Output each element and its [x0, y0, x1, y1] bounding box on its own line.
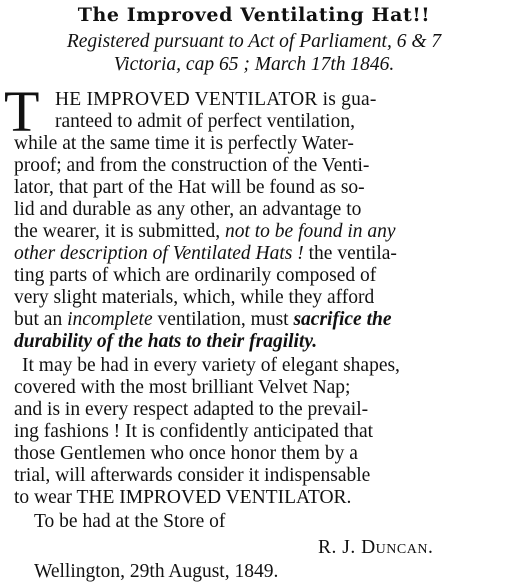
body-line — [14, 309, 391, 331]
body-line: while at the same time it is perfectly Water- — [14, 133, 354, 154]
ad-title: The Improved Ventilating Hat!! — [77, 4, 431, 26]
body-line: durability of the hats to their fragility. — [14, 331, 318, 352]
body-line: proof; and from the construction of the Venti- — [14, 155, 370, 176]
body-line: It may be had in every variety of elegant shapes, — [22, 355, 400, 376]
emphasis-text: other description of Ventilated Hats ! — [14, 243, 304, 264]
body-line: ing fashions ! It is confidently anticipated that — [14, 421, 374, 442]
body-text: the wearer, it is submitted, — [14, 221, 225, 242]
registration-line-1: Registered pursuant to Act of Parliament, 6 & 7 — [66, 31, 442, 52]
emphasis-text: incomplete — [67, 309, 153, 330]
body-line: those Gentlemen who once honor them by a — [14, 443, 358, 464]
body-line: covered with the most brilliant Velvet Nap; — [14, 377, 351, 398]
body-line — [14, 243, 397, 265]
body-line — [14, 221, 396, 243]
emphasis-text: not to be found in any — [224, 221, 396, 242]
dateline: Wellington, 29th August, 1849. — [34, 561, 279, 582]
body-line: very slight materials, which, while they afford — [14, 287, 375, 308]
registration-line-2: Victoria, cap 65 ; March 17th 1846. — [113, 54, 395, 75]
body-line: and is in every respect adapted to the prevail- — [14, 399, 369, 420]
body-text: but an — [14, 309, 68, 330]
body-line: HE IMPROVED VENTILATOR is gua- — [55, 89, 377, 110]
store-line: To be had at the Store of — [34, 511, 226, 532]
body-line: ting parts of which are ordinarily composed of — [14, 265, 377, 286]
body-line: ranteed to admit of perfect ventilation, — [55, 111, 355, 132]
emphasis-text: sacrifice the — [293, 309, 392, 330]
body-line: lid and durable as any other, an advantage to — [14, 199, 362, 220]
body-line: to wear THE IMPROVED VENTILATOR. — [14, 487, 352, 508]
body-text: the ventila- — [303, 243, 397, 264]
drop-cap: T — [4, 79, 40, 144]
body-text: ventilation, must — [152, 309, 294, 330]
signature: R. J. Duncan. — [318, 537, 434, 558]
body-line: trial, will afterwards consider it indispensable — [14, 465, 371, 486]
body-line: lator, that part of the Hat will be found as so- — [14, 177, 365, 198]
